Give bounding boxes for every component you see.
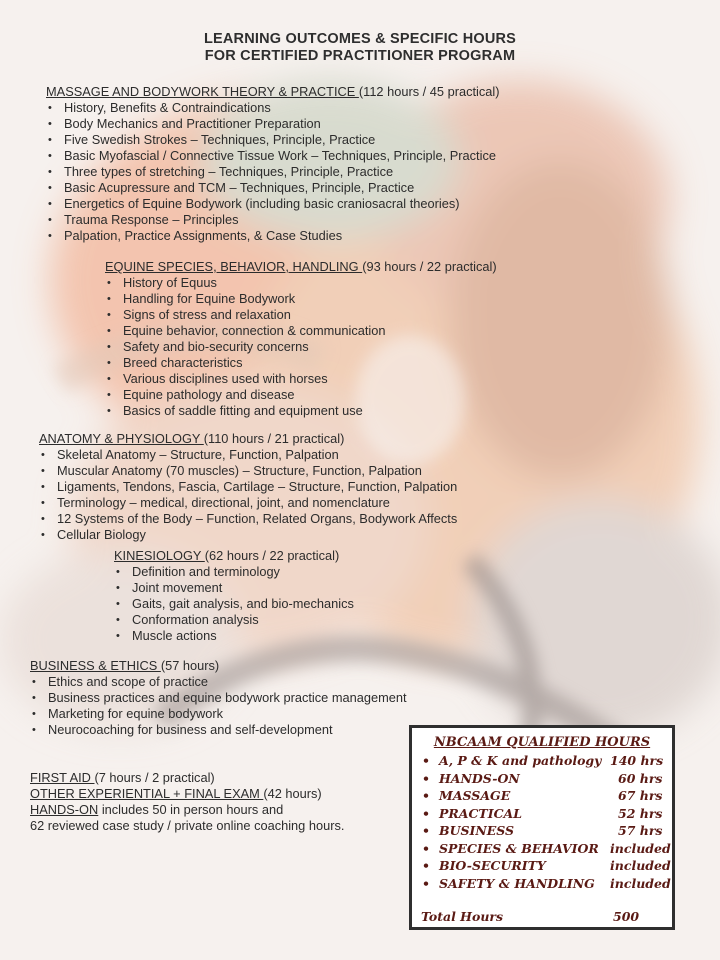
section-title: EQUINE SPECIES, BEHAVIOR, HANDLING: [105, 259, 363, 274]
section-title: ANATOMY & PHYSIOLOGY: [39, 431, 204, 446]
nbcaam-row-value: 67 hrs: [618, 788, 663, 803]
list-item: • Energetics of Equine Bodywork (including basic craniosacral theories): [46, 196, 500, 212]
list-item: • Basics of saddle fitting and equipment use: [105, 403, 497, 419]
list-item: • Ethics and scope of practice: [30, 674, 407, 690]
first-aid-line: [30, 770, 215, 786]
list-item: • Safety and bio-security concerns: [105, 339, 497, 355]
section-hours: (62 hours / 22 practical): [204, 548, 340, 563]
page-subtitle: FOR CERTIFIED PRACTITIONER PROGRAM: [204, 48, 516, 64]
nbcaam-row-value: 52 hrs: [618, 805, 663, 821]
nbcaam-row: [412, 822, 672, 840]
nbcaam-row-label: • BUSINESS: [439, 823, 515, 838]
list-item: • Three types of stretching – Techniques, Principle, Practice: [46, 164, 500, 180]
experiential-hours: (42 hours): [263, 786, 322, 801]
hands-on-line-2: 62 reviewed case study / private online coaching hours.: [30, 818, 345, 833]
nbcaam-row-label: • A, P & K and pathology: [439, 753, 602, 768]
nbcaam-list: [412, 752, 672, 892]
list-item: • Terminology – medical, directional, joint, and nomenclature: [39, 495, 457, 511]
list-item: • Five Swedish Strokes – Techniques, Principle, Practice: [46, 132, 500, 148]
hands-on-line: [30, 802, 283, 818]
list-item: • Marketing for equine bodywork: [30, 706, 407, 722]
list-item: • History of Equus: [105, 275, 497, 291]
list-item: • Signs of stress and relaxation: [105, 307, 497, 323]
section-massage: [46, 84, 500, 244]
section-heading: [114, 548, 354, 564]
list-item: • Muscular Anatomy (70 muscles) – Structure, Function, Palpation: [39, 463, 457, 479]
nbcaam-row: [412, 840, 672, 858]
nbcaam-row: [412, 787, 672, 805]
nbcaam-row-label: • BIO-SECURITY: [439, 858, 546, 873]
list-item: • Basic Myofascial / Connective Tissue Work – Techniques, Principle, Practice: [46, 148, 500, 164]
bullet-list: [114, 564, 354, 644]
list-item: • Breed characteristics: [105, 355, 497, 371]
list-item: • Palpation, Practice Assignments, & Case Studies: [46, 228, 500, 244]
section-hours: (93 hours / 22 practical): [362, 259, 497, 274]
nbcaam-hours-box: [409, 725, 675, 930]
experiential-line: [30, 786, 322, 802]
nbcaam-row-label: • PRACTICAL: [439, 805, 523, 821]
nbcaam-row: [412, 857, 672, 875]
list-item: • Conformation analysis: [114, 612, 354, 628]
nbcaam-row-value: 57 hrs: [618, 823, 663, 838]
list-item: • Handling for Equine Bodywork: [105, 291, 497, 307]
nbcaam-row-label: • HANDS-ON: [439, 770, 520, 786]
list-item: • Equine pathology and disease: [105, 387, 497, 403]
list-item: • Muscle actions: [114, 628, 354, 644]
nbcaam-row: [412, 805, 672, 823]
list-item: • Basic Acupressure and TCM – Techniques, Principle, Practice: [46, 180, 500, 196]
section-title: MASSAGE AND BODYWORK THEORY & PRACTICE: [46, 84, 359, 99]
nbcaam-row-label: • MASSAGE: [439, 788, 511, 803]
section-heading: [39, 431, 457, 447]
list-item: • History, Benefits & Contraindications: [46, 100, 500, 116]
bullet-list: [46, 100, 500, 244]
page-title: LEARNING OUTCOMES & SPECIFIC HOURS: [203, 31, 517, 47]
section-heading: [30, 658, 407, 674]
list-item: • 12 Systems of the Body – Function, Related Organs, Bodywork Affects: [39, 511, 457, 527]
nbcaam-row: [412, 875, 672, 893]
section-business: [30, 658, 407, 738]
nbcaam-total-value: 500: [613, 909, 640, 924]
nbcaam-row-label: • SAFETY & HANDLING: [439, 875, 595, 891]
list-item: • Ligaments, Tendons, Fascia, Cartilage – Structure, Function, Palpation: [39, 479, 457, 495]
list-item: • Skeletal Anatomy – Structure, Function, Palpation: [39, 447, 457, 463]
section-kinesiology: [114, 548, 354, 644]
hands-on-text: includes 50 in person hours and: [98, 802, 284, 817]
bullet-list: [39, 447, 457, 543]
section-heading: [46, 84, 500, 100]
section-title: KINESIOLOGY: [114, 548, 205, 563]
nbcaam-total-label: Total Hours: [421, 909, 504, 924]
section-hours: (112 hours / 45 practical): [358, 84, 500, 99]
section-anatomy: [39, 431, 457, 543]
first-aid-label: FIRST AID: [30, 770, 95, 785]
bullet-list: [105, 275, 497, 419]
list-item: • Equine behavior, connection & communication: [105, 323, 497, 339]
nbcaam-row: [412, 752, 672, 770]
list-item: • Gaits, gait analysis, and bio-mechanics: [114, 596, 354, 612]
list-item: • Trauma Response – Principles: [46, 212, 500, 228]
section-heading: [105, 259, 497, 275]
experiential-label: OTHER EXPERIENTIAL + FINAL EXAM: [30, 786, 264, 801]
list-item: • Various disciplines used with horses: [105, 371, 497, 387]
nbcaam-row: [412, 770, 672, 788]
nbcaam-title: NBCAAM QUALIFIED HOURS: [433, 735, 651, 750]
list-item: • Neurocoaching for business and self-development: [30, 722, 407, 738]
bullet-list: [30, 674, 407, 738]
list-item: • Body Mechanics and Practitioner Preparation: [46, 116, 500, 132]
list-item: • Business practices and equine bodywork practice management: [30, 690, 407, 706]
nbcaam-row-value: included: [610, 858, 671, 873]
nbcaam-row-value: included: [610, 840, 671, 856]
section-hours: (110 hours / 21 practical): [203, 431, 345, 446]
list-item: • Joint movement: [114, 580, 354, 596]
section-equine: [105, 259, 497, 419]
nbcaam-row-value: 60 hrs: [618, 770, 663, 786]
nbcaam-row-value: 140 hrs: [610, 753, 664, 768]
section-title: BUSINESS & ETHICS: [30, 658, 161, 673]
list-item: • Definition and terminology: [114, 564, 354, 580]
list-item: • Cellular Biology: [39, 527, 457, 543]
hands-on-label: HANDS-ON: [30, 802, 99, 817]
first-aid-hours: (7 hours / 2 practical): [94, 770, 215, 785]
section-hours: (57 hours): [160, 658, 220, 673]
nbcaam-row-label: • SPECIES & BEHAVIOR: [439, 840, 599, 856]
nbcaam-row-value: included: [610, 875, 671, 891]
